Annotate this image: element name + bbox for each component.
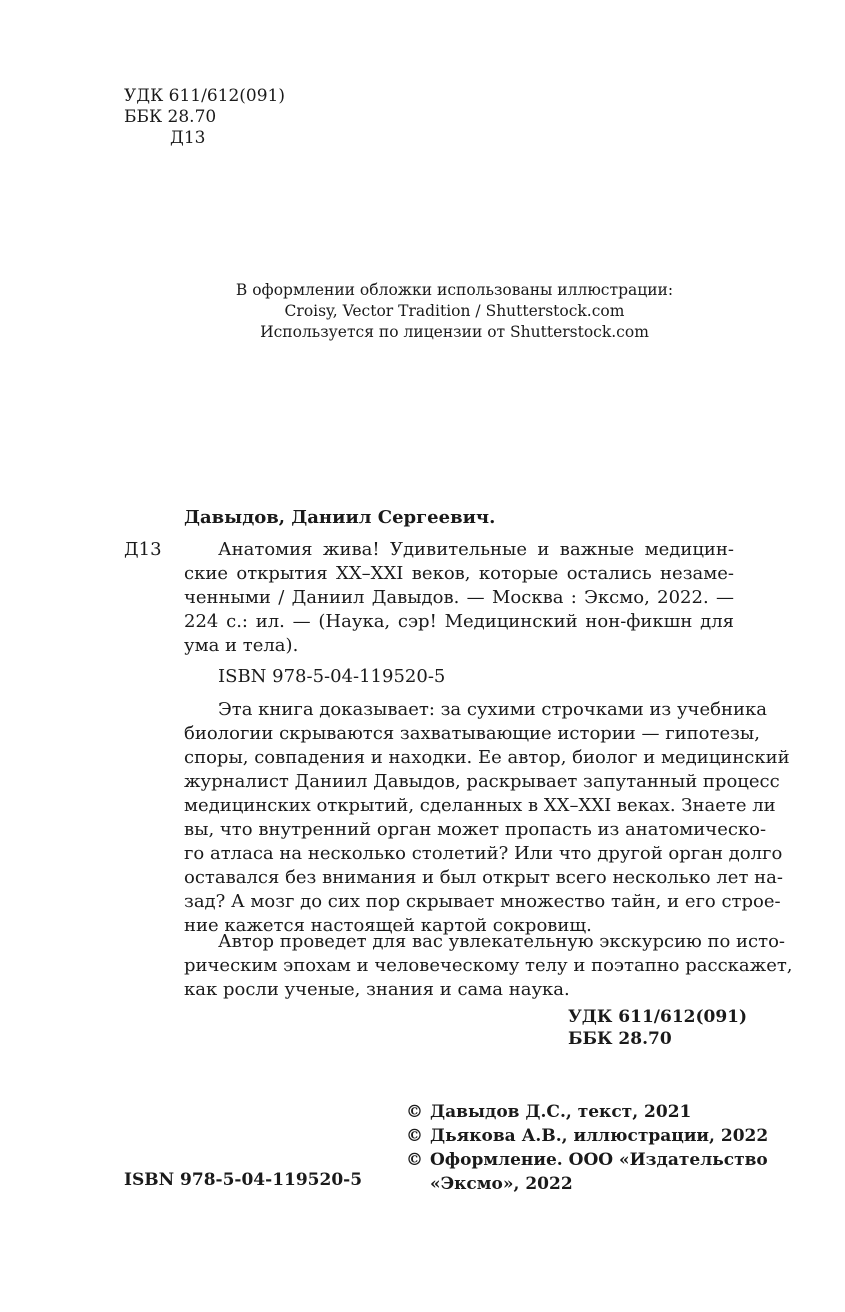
annotation-line: вы, что внутренний орган может пропасть из анатомическо-	[184, 819, 767, 840]
left-author-code: Д13	[124, 539, 162, 560]
bib-line: ума и тела).	[184, 635, 299, 656]
bib-line: Анатомия жива! Удивительные и важные медицин-	[218, 539, 734, 560]
cover-credit-line: В оформлении обложки использованы иллюстрации:	[235, 281, 674, 299]
annotation-line: Эта книга доказывает: за сухими строчками из учебника	[218, 699, 767, 720]
copyright-icon: ©	[406, 1102, 423, 1122]
top-udk-code: УДК 611/612(091)	[124, 86, 286, 106]
copyright-line: © Дьякова А.В., иллюстрации, 2022	[406, 1126, 769, 1146]
annotation-line: медицинских открытий, сделанных в XX–XXI веках. Знаете ли	[184, 795, 776, 816]
bottom-classification	[568, 1006, 747, 1050]
top-bbk-code: ББК 28.70	[124, 107, 217, 127]
copyright-line: © Давыдов Д.С., текст, 2021	[406, 1102, 692, 1122]
copyright-icon: ©	[406, 1126, 423, 1146]
annotation-line: ние кажется настоящей картой сокровищ.	[184, 915, 592, 936]
copyright-line-continued: «Эксмо», 2022	[430, 1174, 573, 1194]
top-author-mark: Д13	[170, 128, 206, 148]
cover-credit-line: Используется по лицензии от Shutterstock.com	[260, 323, 649, 341]
annotation-line: Автор проведет для вас увлекательную экскурсию по исто-	[218, 931, 785, 952]
cover-credit	[0, 280, 845, 343]
isbn-middle: ISBN 978-5-04-119520-5	[218, 666, 446, 687]
isbn-bottom: ISBN 978-5-04-119520-5	[124, 1170, 363, 1190]
annotation-line: споры, совпадения и находки. Ее автор, биолог и медицинский	[184, 747, 790, 768]
annotation-line: биологии скрываются захватывающие истории — гипотезы,	[184, 723, 760, 744]
annotation-line: зад? А мозг до сих пор скрывает множество тайн, и его строе-	[184, 891, 781, 912]
annotation-line: рическим эпохам и человеческому телу и поэтапно расскажет,	[184, 955, 793, 976]
top-classification	[124, 86, 285, 149]
annotation-line: го атласа на несколько столетий? Или что другой орган долго	[184, 843, 783, 864]
cover-credit-line: Croisy, Vector Tradition / Shutterstock.com	[284, 302, 625, 320]
annotation-line: оставался без внимания и был открыт всего несколько лет на-	[184, 867, 783, 888]
annotation-line: как росли ученые, знания и сама наука.	[184, 979, 570, 1000]
bibliographic-record	[184, 538, 734, 658]
author-heading: Давыдов, Даниил Сергеевич.	[184, 507, 496, 528]
annotation-paragraph-2	[184, 930, 793, 1002]
bottom-bbk-code: ББК 28.70	[568, 1029, 672, 1049]
bottom-udk-code: УДК 611/612(091)	[568, 1007, 748, 1027]
copyright-line: © Оформление. ООО «Издательство	[406, 1150, 768, 1170]
bib-line: 224 с.: ил. — (Наука, сэр! Медицинский нон-фикшн для	[184, 611, 734, 632]
copyright-block	[406, 1100, 768, 1196]
bib-line: ские открытия XX–XXI веков, которые остались незаме-	[184, 563, 734, 584]
annotation-paragraph-1	[184, 698, 790, 938]
copyright-icon: ©	[406, 1150, 423, 1170]
annotation-line: журналист Даниил Давыдов, раскрывает запутанный процесс	[184, 771, 780, 792]
bib-line: ченными / Даниил Давыдов. — Москва : Эксмо, 2022. —	[184, 587, 734, 608]
